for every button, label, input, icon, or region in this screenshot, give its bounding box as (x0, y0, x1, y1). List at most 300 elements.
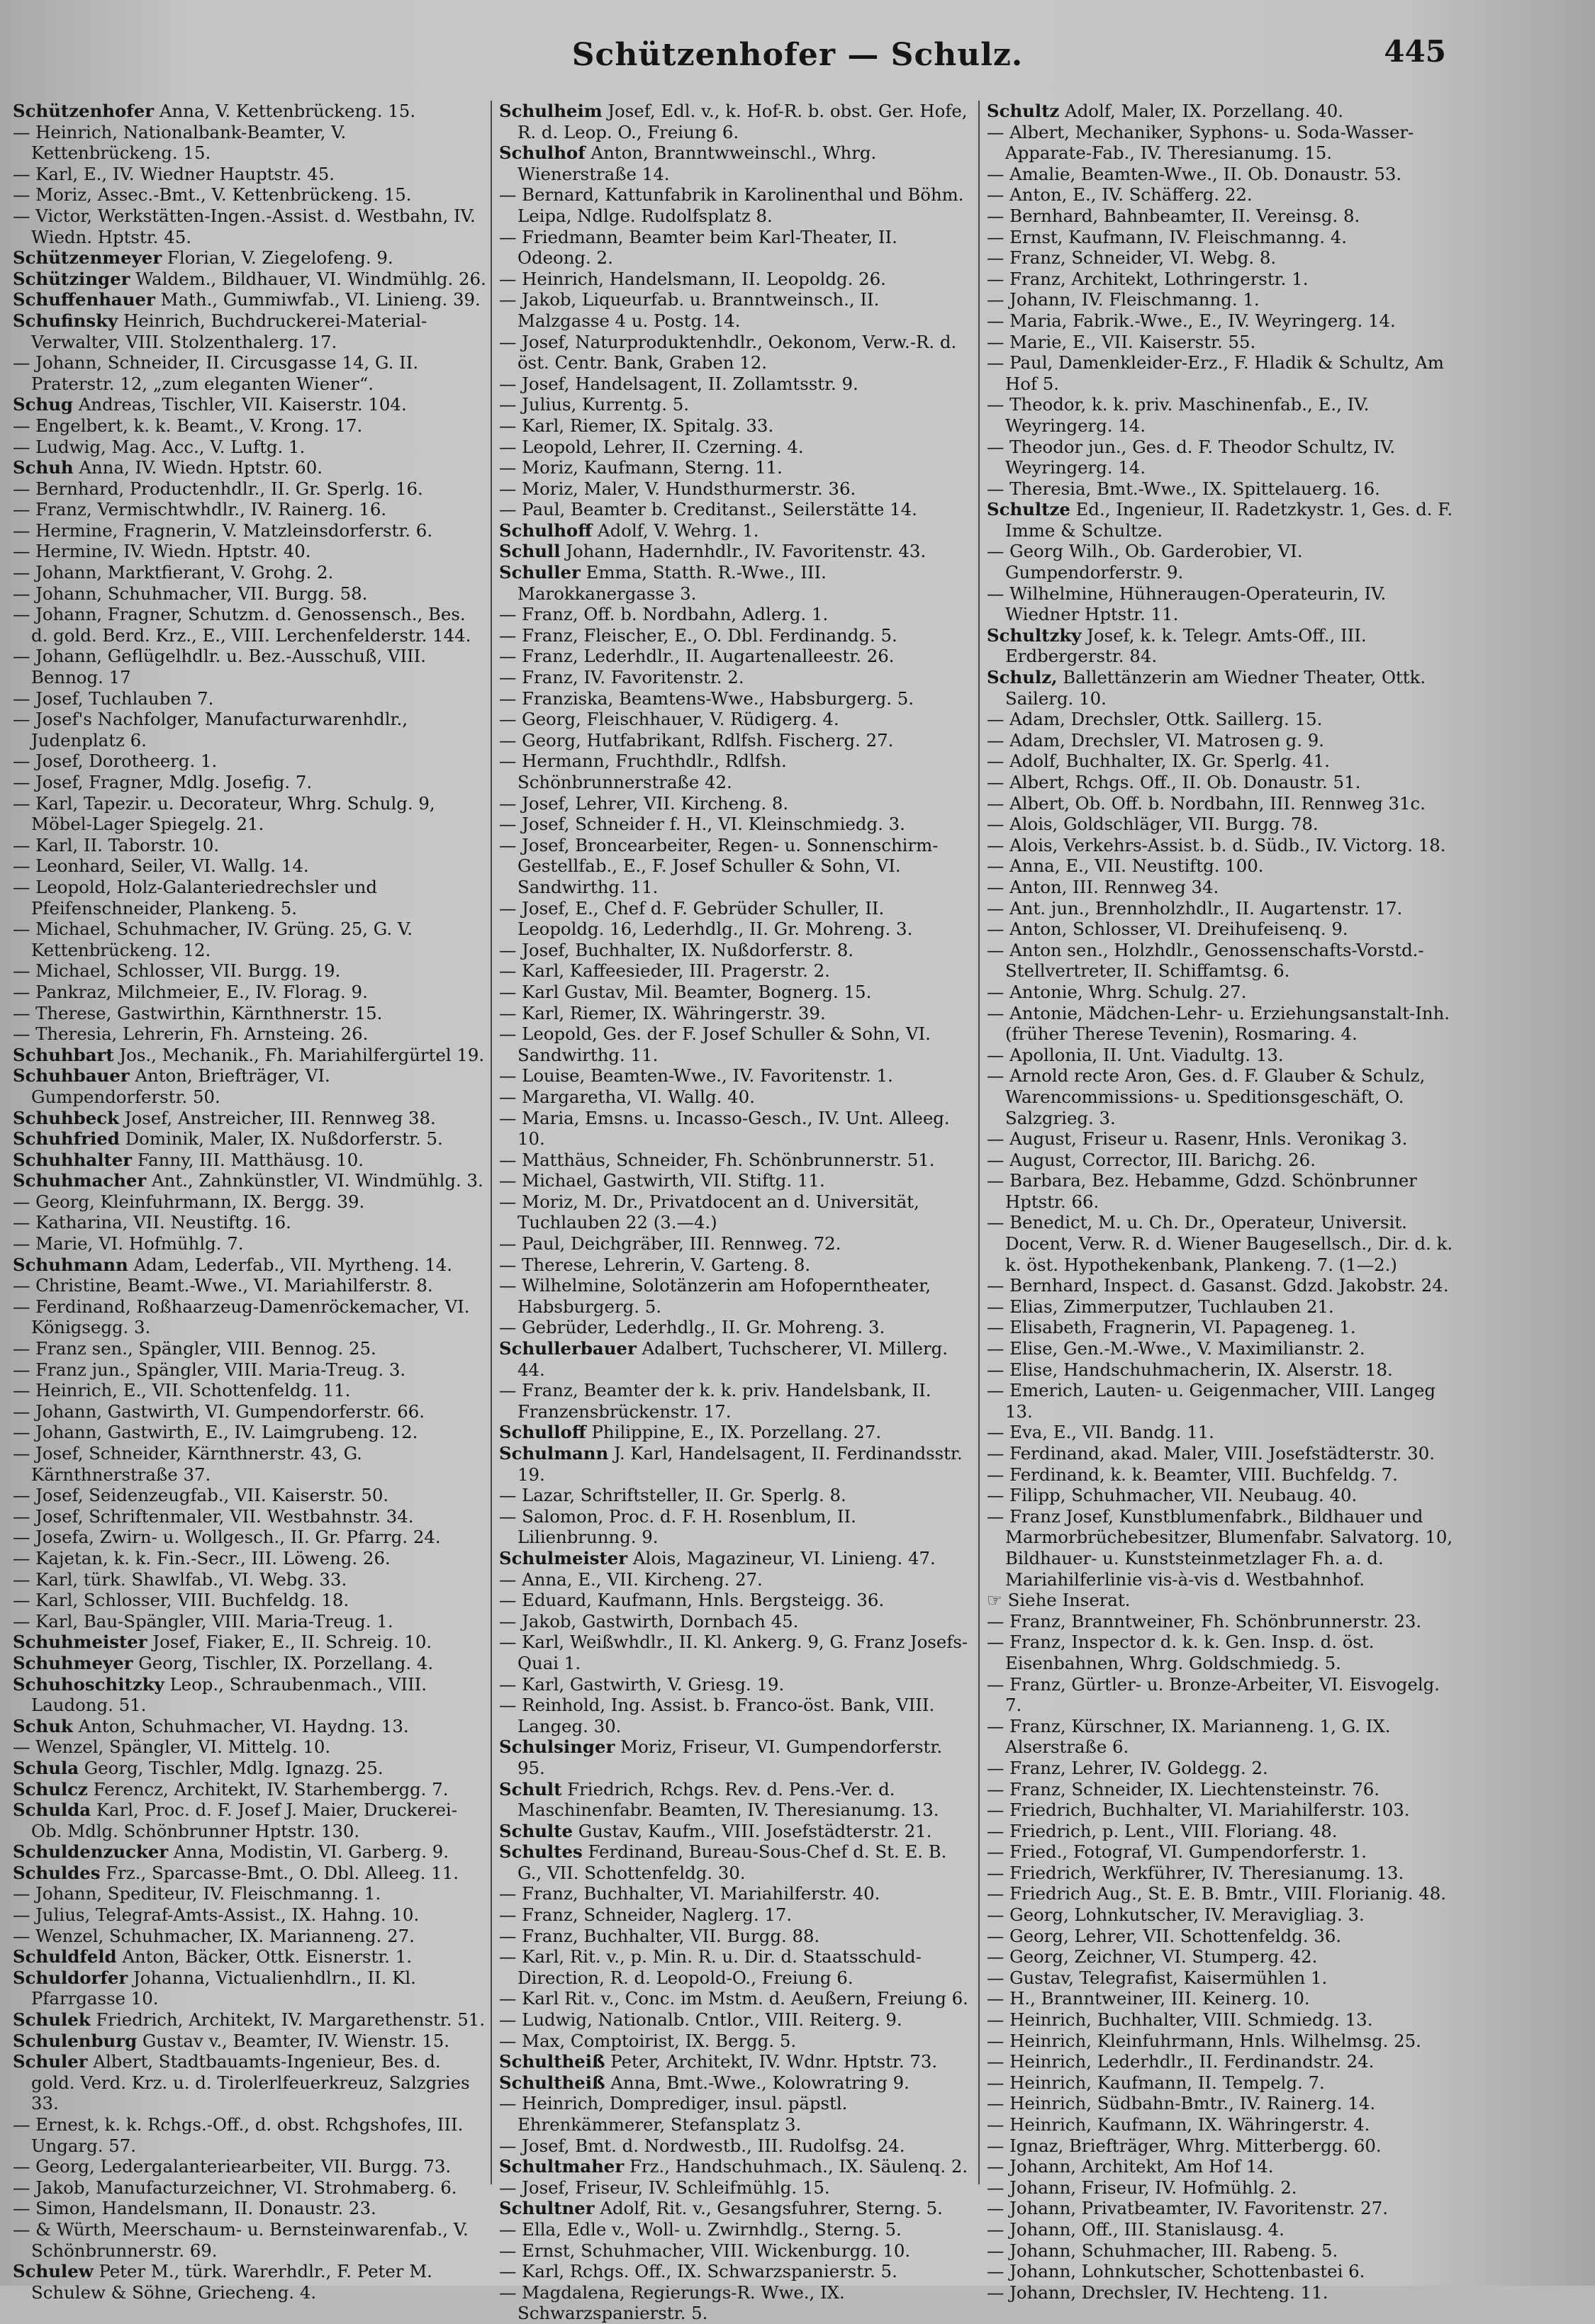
directory-entry: — Heinrich, E., VII. Schottenfeldg. 11. (13, 1380, 351, 1401)
entry-surname: Schultheiß (499, 2051, 605, 2072)
entry-surname: Schultz (987, 101, 1060, 121)
directory-entry: — Paul, Damenkleider-Erz., F. Hladik & Schultz, Am Hof 5. (987, 352, 1444, 394)
directory-entry: — Ludwig, Mag. Acc., V. Luftg. 1. (13, 436, 306, 457)
directory-entry: — Franz, Inspector d. k. k. Gen. Insp. d. öst. Eisenbahnen, Whrg. Goldschmiedg. 5. (987, 1632, 1375, 1673)
directory-entry: — Margaretha, VI. Wallg. 40. (499, 1086, 755, 1107)
directory-entry: — Christine, Beamt.-Wwe., VI. Mariahilferstr. 8. (13, 1275, 433, 1296)
directory-entry: — August, Friseur u. Rasenr, Hnls. Veronikag 3. (987, 1128, 1408, 1150)
directory-entry: — Maria, Emsns. u. Incasso-Gesch., IV. Unt. Alleeg. 10. (499, 1107, 950, 1150)
entry-surname: Schulheim (499, 101, 603, 121)
directory-entry: — Franz, Buchhalter, VI. Mariahilferstr. 40. (499, 1883, 880, 1904)
directory-entry: — Michael, Gastwirth, VII. Stiftg. 11. (499, 1170, 825, 1191)
directory-entry: — Josefa, Zwirn- u. Wollgesch., II. Gr. Pfarrg. 24. (13, 1527, 441, 1548)
directory-entry: — Elisabeth, Fragnerin, VI. Papageneg. 1. (987, 1317, 1356, 1338)
directory-entry: — Filipp, Schuhmacher, VII. Neubaug. 40. (987, 1485, 1358, 1506)
directory-entry: — Theodor jun., Ges. d. F. Theodor Schultz, IV. Weyringerg. 14. (987, 436, 1396, 478)
directory-entry: — Heinrich, Buchhalter, VIII. Schmiedg. 13. (987, 2009, 1373, 2031)
entry-surname: Schultner (499, 2198, 595, 2219)
directory-entry: — Wenzel, Schuhmacher, IX. Marianneng. 27. (13, 1925, 415, 1946)
entry-surname: Schug (13, 394, 73, 415)
entry-surname: Schulte (499, 1820, 573, 1841)
directory-entry: — Leopold, Ges. der F. Josef Schuller & Sohn, VI. Sandwirthg. 11. (499, 1023, 931, 1065)
entry-surname: Schuhoschitzky (13, 1673, 164, 1695)
directory-entry: Schuhmann Adam, Lederfab., VII. Myrtheng. 14. (13, 1254, 453, 1275)
directory-entry: — Julius, Kurrentg. 5. (499, 394, 690, 415)
directory-entry: — Josef, Bmt. d. Nordwestb., III. Rudolfsg. 24. (499, 2135, 905, 2156)
directory-entry: Schulek Friedrich, Architekt, IV. Margarethenstr. 51. (13, 2009, 486, 2031)
directory-entry: — Johann, Spediteur, IV. Fleischmanng. 1. (13, 1883, 381, 1904)
directory-entry: — Amalie, Beamten-Wwe., II. Ob. Donaustr. 53. (987, 163, 1402, 184)
entry-surname: Schultze (987, 499, 1070, 520)
directory-entry: Schulhoff Adolf, V. Wehrg. 1. (499, 520, 759, 541)
directory-entry: — Ernst, Kaufmann, IV. Fleischmanng. 4. (987, 226, 1348, 247)
directory-entry: Schug Andreas, Tischler, VII. Kaiserstr. 104. (13, 394, 407, 415)
directory-entry: — Heinrich, Kaufmann, IX. Währingerstr. 4. (987, 2114, 1370, 2135)
directory-entry: — Moriz, Kaufmann, Sterng. 11. (499, 457, 783, 478)
directory-entry: Schuhmeyer Georg, Tischler, IX. Porzellang. 4. (13, 1652, 434, 1673)
directory-entry: — Ignaz, Briefträger, Whrg. Mitterbergg. 60. (987, 2135, 1382, 2156)
directory-entry: — Karl, Tapezir. u. Decorateur, Whrg. Schulg. 9, Möbel-Lager Spiegelg. 21. (13, 792, 435, 835)
directory-entry: Schuhmacher Ant., Zahnkünstler, VI. Windmühlg. 3. (13, 1170, 483, 1191)
directory-entry: — Heinrich, Kaufmann, II. Tempelg. 7. (987, 2072, 1325, 2093)
directory-entry: — Moriz, Maler, V. Hundsthurmerstr. 36. (499, 478, 856, 499)
directory-entry: — Therese, Gastwirthin, Kärnthnerstr. 15. (13, 1002, 383, 1023)
directory-entry: — Franz, Gürtler- u. Bronze-Arbeiter, VI. Eisvogelg. 7. (987, 1673, 1440, 1716)
directory-entry: — Josef, Friseur, IV. Schleifmühlg. 15. (499, 2177, 830, 2198)
directory-entry: — Franz sen., Spängler, VIII. Bennog. 25. (13, 1338, 376, 1359)
directory-entry: — Karl, Riemer, IX. Währingerstr. 39. (499, 1002, 826, 1023)
directory-entry: — Elise, Gen.-M.-Wwe., V. Maximilianstr. 2. (987, 1338, 1365, 1359)
directory-entry: — Heinrich, Domprediger, insul. päpstl. Ehrenkämmerer, Stefansplatz 3. (499, 2093, 848, 2135)
directory-entry: — Antonie, Whrg. Schulg. 27. (987, 981, 1247, 1002)
directory-entry: Schuldorfer Johanna, Victualienhdlrn., II. Kl. Pfarrgasse 10. (13, 1967, 416, 2009)
directory-entry: Schulte Gustav, Kaufm., VIII. Josefstädterstr. 21. (499, 1820, 932, 1841)
entry-surname: Schuk (13, 1715, 73, 1736)
directory-entry: Schultmaher Frz., Handschuhmach., IX. Säulenq. 2. (499, 2156, 968, 2177)
directory-entry: — Fried., Fotograf, VI. Gumpendorferstr. 1. (987, 1841, 1367, 1863)
directory-entry: — Eduard, Kaufmann, Hnls. Bergsteigg. 36. (499, 1590, 885, 1611)
directory-entry: Schulz, Ballettänzerin am Wiedner Theater, Ottk. Sailerg. 10. (987, 667, 1426, 709)
directory-entry: — Eva, E., VII. Bandg. 11. (987, 1422, 1214, 1443)
directory-entry: — Josef, Fragner, Mdlg. Josefig. 7. (13, 772, 313, 792)
directory-column-1 (13, 101, 486, 2303)
entry-surname: Schulew (13, 2261, 94, 2282)
directory-entry: — Georg, Hutfabrikant, Rdlfsh. Fischerg. 27. (499, 729, 894, 751)
entry-surname: Schuldes (13, 1862, 101, 1883)
directory-entry: — Karl, II. Taborstr. 10. (13, 834, 220, 855)
running-title: Schützenhofer — Schulz. (571, 37, 1024, 73)
directory-entry: — Karl, E., IV. Wiedner Hauptstr. 45. (13, 163, 335, 184)
directory-entry: Schuhbart Jos., Mechanik., Fh. Mariahilfergürtel 19. (13, 1044, 485, 1065)
directory-entry: Schuhbauer Anton, Briefträger, VI. Gumpendorferstr. 50. (13, 1065, 330, 1107)
directory-entry: — Michael, Schuhmacher, IV. Grüng. 25, G. V. Kettenbrückeng. 12. (13, 919, 413, 960)
directory-entry: — Franz, Schneider, Naglerg. 17. (499, 1904, 793, 1926)
entry-surname: Schulhof (499, 142, 586, 164)
directory-entry: — Johann, Lohnkutscher, Schottenbastei 6. (987, 2261, 1365, 2282)
directory-entry: — Karl Gustav, Mil. Beamter, Bognerg. 15. (499, 981, 872, 1002)
directory-entry: — Elias, Zimmerputzer, Tuchlauben 21. (987, 1296, 1334, 1317)
directory-entry: Schuhfried Dominik, Maler, IX. Nußdorferstr. 5. (13, 1128, 443, 1150)
entry-surname: Schuh (13, 457, 74, 478)
entry-surname: Schuhmann (13, 1254, 128, 1275)
directory-entry: Schultz Adolf, Maler, IX. Porzellang. 40. (987, 101, 1344, 121)
directory-entry: — Barbara, Bez. Hebamme, Gdzd. Schönbrunner Hptstr. 66. (987, 1170, 1417, 1212)
directory-entry: — Johann, IV. Fleischmanng. 1. (987, 289, 1260, 310)
directory-entry: — Georg, Lohnkutscher, IV. Meravigliag. 3. (987, 1904, 1365, 1926)
directory-entry: — Karl, türk. Shawlfab., VI. Webg. 33. (13, 1568, 347, 1590)
directory-entry: — Josef, Schneider, Kärnthnerstr. 43, G. Kärnthnerstraße 37. (13, 1443, 362, 1485)
entry-surname: Schultmaher (499, 2156, 625, 2177)
directory-entry: — Johann, Gastwirth, VI. Gumpendorferstr. 66. (13, 1400, 425, 1422)
directory-entry: — Heinrich, Handelsmann, II. Leopoldg. 26. (499, 268, 886, 289)
directory-entry: — Johann, Schneider, II. Circusgasse 14, G. II. Praterstr. 12, „zum eleganten Wiener“. (13, 352, 419, 394)
directory-entry: — Ferdinand, k. k. Beamter, VIII. Buchfeldg. 7. (987, 1464, 1398, 1485)
entry-surname: Schulhoff (499, 520, 593, 541)
directory-entry: — Anton, E., IV. Schäfferg. 22. (987, 184, 1253, 206)
directory-entry: — Arnold recte Aron, Ges. d. F. Glauber & Schulz, Warencommissions- u. Speditionsgeschäft, O. Salzgrieg. 3. (987, 1065, 1426, 1128)
entry-surname: Schuhbart (13, 1044, 114, 1065)
directory-entry: — Matthäus, Schneider, Fh. Schönbrunnerstr. 51. (499, 1149, 935, 1170)
directory-entry: — Alois, Goldschläger, VII. Burgg. 78. (987, 814, 1319, 835)
directory-entry: — Marie, E., VII. Kaiserstr. 55. (987, 331, 1256, 352)
directory-entry: — Heinrich, Nationalbank-Beamter, V. Kettenbrückeng. 15. (13, 121, 347, 164)
directory-entry: — Ella, Edle v., Woll- u. Zwirnhdlg., Sterng. 5. (499, 2218, 902, 2240)
directory-entry: — Georg, Fleischhauer, V. Rüdigerg. 4. (499, 709, 839, 730)
directory-entry: — Katharina, VII. Neustiftg. 16. (13, 1212, 291, 1233)
directory-entry: — Jakob, Liqueurfab. u. Branntweinsch., II. Malzgasse 4 u. Postg. 14. (499, 289, 880, 331)
directory-entry: — Therese, Lehrerin, V. Garteng. 8. (499, 1254, 811, 1275)
entry-surname: Schuhhalter (13, 1149, 133, 1170)
directory-entry: Schuffenhauer Math., Gummiwfab., VI. Linieng. 39. (13, 289, 481, 310)
entry-surname: Schultzky (987, 624, 1082, 646)
directory-entry: — Karl, Riemer, IX. Spitalg. 33. (499, 415, 774, 436)
directory-entry: — Franz, Lederhdlr., II. Augartenalleestr. 26. (499, 646, 895, 667)
entry-surname: Schuhbauer (13, 1065, 130, 1087)
directory-entry: — Josef, Seidenzeugfab., VII. Kaiserstr. 50. (13, 1485, 389, 1506)
directory-entry: — Johann, Privatbeamter, IV. Favoritenstr. 27. (987, 2198, 1388, 2219)
entry-surname: Schuldenzucker (13, 1841, 169, 1863)
directory-entry: — Jakob, Manufacturzeichner, VI. Strohmaberg. 6. (13, 2177, 457, 2198)
directory-entry: Schufinsky Heinrich, Buchdruckerei-Material-Verwalter, VIII. Stolzenthalerg. 17. (13, 310, 427, 352)
entry-surname: Schulz, (987, 667, 1058, 688)
directory-entry: — Johann, Schuhmacher, III. Rabeng. 5. (987, 2240, 1338, 2261)
directory-entry: Schuhbeck Josef, Anstreicher, III. Rennweg 38. (13, 1107, 436, 1128)
entry-surname: Schult (499, 1778, 562, 1800)
entry-surname: Schulda (13, 1800, 91, 1821)
entry-surname: Schulcz (13, 1778, 88, 1800)
entry-surname: Schulenburg (13, 2030, 138, 2051)
directory-entry: — Karl, Bau-Spängler, VIII. Maria-Treug. 1. (13, 1610, 393, 1632)
directory-entry: — Georg, Ledergalanteriearbeiter, VII. Burgg. 73. (13, 2156, 452, 2177)
directory-entry: — Johann, Drechsler, IV. Hechteng. 11. (987, 2281, 1328, 2303)
entry-surname: Schulsinger (499, 1736, 615, 1758)
directory-entry: — Friedmann, Beamter beim Karl-Theater, II. Odeong. 2. (499, 226, 897, 269)
directory-entry: Schultzky Josef, k. k. Telegr. Amts-Off., III. Erdbergerstr. 84. (987, 624, 1367, 667)
entry-surname: Schultes (499, 1841, 583, 1863)
column-divider (491, 101, 492, 2184)
directory-entry: Schulenburg Gustav v., Beamter, IV. Wienstr. 15. (13, 2030, 450, 2051)
directory-entry: — Friedrich, p. Lent., VIII. Floriang. 48. (987, 1820, 1338, 1841)
entry-surname: Schuller (499, 562, 581, 583)
entry-surname: Schuhmeyer (13, 1652, 133, 1673)
directory-entry: — Franz jun., Spängler, VIII. Maria-Treug. 3. (13, 1359, 406, 1380)
directory-entry: — Bernard, Kattunfabrik in Karolinenthal und Böhm. Leipa, Ndlge. Rudolfsplatz 8. (499, 184, 964, 226)
directory-entry: Schuller Emma, Statth. R.-Wwe., III. Marokkanergasse 3. (499, 562, 827, 604)
directory-entry: — Karl, Kaffeesieder, III. Pragerstr. 2. (499, 960, 830, 982)
directory-entry: — Ferdinand, Roßhaarzeug-Damenröckemacher, VI. Königsegg. 3. (13, 1296, 470, 1338)
directory-entry: — Bernhard, Productenhdlr., II. Gr. Sperlg. 16. (13, 478, 423, 499)
directory-entry: Schuldenzucker Anna, Modistin, VI. Garberg. 9. (13, 1841, 449, 1863)
directory-entry: — Ernest, k. k. Rchgs.-Off., d. obst. Rchgshofes, III. Ungarg. 57. (13, 2114, 464, 2156)
directory-entry: — Karl, Rit. v., p. Min. R. u. Dir. d. Staatsschuld-Direction, R. d. Leopold-O., Freiung 6. (499, 1946, 922, 1988)
directory-entry: — Louise, Beamten-Wwe., IV. Favoritenstr. 1. (499, 1065, 893, 1087)
directory-entry: — Adolf, Buchhalter, IX. Gr. Sperlg. 41. (987, 751, 1330, 772)
directory-entry: — Josef, Buchhalter, IX. Nußdorferstr. 8. (499, 939, 854, 960)
directory-entry: — Anton, III. Rennweg 34. (987, 876, 1219, 897)
directory-entry: — Pankraz, Milchmeier, E., IV. Florag. 9. (13, 981, 368, 1002)
directory-entry: — H., Branntweiner, III. Keinerg. 10. (987, 1988, 1310, 2009)
entry-surname: Schuhfried (13, 1128, 120, 1150)
directory-entry: — Friedrich, Werkführer, IV. Theresianumg. 13. (987, 1862, 1404, 1883)
directory-entry: — Wenzel, Spängler, VI. Mittelg. 10. (13, 1736, 331, 1758)
entry-surname: Schützenhofer (13, 101, 155, 121)
directory-entry: — Apollonia, II. Unt. Viadultg. 13. (987, 1044, 1284, 1065)
directory-entry: Schulew Peter M., türk. Warerhdlr., F. Peter M. Schulew & Söhne, Griecheng. 4. (13, 2261, 432, 2303)
directory-entry: — Hermann, Fruchthdlr., Rdlfsh. Schönbrunnerstraße 42. (499, 751, 787, 792)
directory-entry: — Josef, E., Chef d. F. Gebrüder Schuller, II. Leopoldg. 16, Lederhdlg., II. Gr. Mohreng. 3. (499, 897, 913, 940)
directory-entry: — Marie, VI. Hofmühlg. 7. (13, 1233, 244, 1254)
directory-entry: — Franz, IV. Favoritenstr. 2. (499, 667, 744, 688)
directory-entry: — Maria, Fabrik.-Wwe., E., IV. Weyringerg. 14. (987, 310, 1396, 331)
directory-entry: Schulcz Ferencz, Architekt, IV. Starhembergg. 7. (13, 1778, 449, 1800)
directory-entry: — Adam, Drechsler, VI. Matrosen g. 9. (987, 729, 1325, 751)
directory-entry: — Johann, Fragner, Schutzm. d. Genossensch., Bes. d. gold. Berd. Krz., E., VIII. Lerchenfelderstr. 144. (13, 604, 471, 646)
entry-surname: Schullerbauer (499, 1338, 637, 1359)
directory-entry: Schula Georg, Tischler, Mdlg. Ignazg. 25. (13, 1757, 384, 1778)
directory-entry: ☞ Siehe Inserat. (987, 1590, 1131, 1611)
directory-entry: — Franz, Vermischtwhdlr., IV. Rainerg. 16. (13, 499, 387, 520)
directory-entry: — Heinrich, Lederhdlr., II. Ferdinandstr. 24. (987, 2051, 1375, 2072)
directory-entry: Schützenhofer Anna, V. Kettenbrückeng. 15. (13, 101, 416, 121)
directory-entry: — Heinrich, Kleinfuhrmann, Hnls. Wilhelmsg. 25. (987, 2030, 1421, 2051)
directory-entry: — Anton sen., Holzhdlr., Genossenschafts-Vorstd.-Stellvertreter, II. Schiffamtsg. 6. (987, 939, 1424, 982)
directory-entry: Schullerbauer Adalbert, Tuchscherer, VI. Millerg. 44. (499, 1338, 948, 1380)
directory-entry: Schulda Karl, Proc. d. F. Josef J. Maier, Druckerei-Ob. Mdlg. Schönbrunner Hptstr. 130. (13, 1800, 457, 1841)
directory-entry: — Anna, E., VII. Kircheng. 27. (499, 1568, 763, 1590)
entry-surname: Schuffenhauer (13, 289, 155, 310)
entry-surname: Schultheiß (499, 2072, 605, 2093)
directory-entry: Schultheiß Anna, Bmt.-Wwe., Kolowratring 9. (499, 2072, 910, 2093)
directory-entry: — Johann, Architekt, Am Hof 14. (987, 2156, 1274, 2177)
directory-entry: — Wilhelmine, Solotänzerin am Hofoperntheater, Habsburgerg. 5. (499, 1275, 931, 1317)
directory-column-3 (987, 101, 1460, 2303)
directory-entry: — Theodor, k. k. priv. Maschinenfab., E., IV. Weyringerg. 14. (987, 394, 1370, 436)
directory-entry: — Anton, Schlosser, VI. Dreihufeisenq. 9. (987, 919, 1348, 940)
directory-entry: — Georg, Lehrer, VII. Schottenfeldg. 36. (987, 1925, 1342, 1946)
directory-entry: Schuler Albert, Stadtbauamts-Ingenieur, Bes. d. gold. Verd. Krz. u. d. Tirolerlfeuerkreuz, Salzgries 33. (13, 2051, 470, 2114)
directory-entry: — & Würth, Meerschaum- u. Bernsteinwarenfab., V. Schönbrunnerstr. 69. (13, 2218, 469, 2261)
directory-entry: — Georg, Kleinfuhrmann, IX. Bergg. 39. (13, 1191, 365, 1212)
directory-entry: — Antonie, Mädchen-Lehr- u. Erziehungsanstalt-Inh. (früher Therese Tevenin), Rosmaring. 4. (987, 1002, 1450, 1045)
directory-entry: — Franz Josef, Kunstblumenfabrk., Bildhauer und Marmorbrüchebesitzer, Blumenfabr. Salvatorg. 10, Bildhauer- u. Kunststeinmetzlager Fh. a. d. Mariahilferlinie vis-à-vis d. Westbahnhof. (987, 1505, 1453, 1590)
page-header (0, 0, 1595, 85)
directory-column-2 (499, 101, 973, 2324)
directory-entry: — Gustav, Telegrafist, Kaisermühlen 1. (987, 1967, 1328, 1988)
directory-entry: Schulmann J. Karl, Handelsagent, II. Ferdinandsstr. 19. (499, 1443, 963, 1485)
directory-entry: — Leonhard, Seiler, VI. Wallg. 14. (13, 855, 309, 877)
directory-entry: — Georg, Zeichner, VI. Stumperg. 42. (987, 1946, 1318, 1967)
directory-entry: — Reinhold, Ing. Assist. b. Franco-öst. Bank, VIII. Langeg. 30. (499, 1695, 935, 1736)
directory-entry: — Paul, Deichgräber, III. Rennweg. 72. (499, 1233, 841, 1254)
directory-entry: — Franz, Branntweiner, Fh. Schönbrunnerstr. 23. (987, 1610, 1422, 1632)
directory-entry: — Victor, Werkstätten-Ingen.-Assist. d. Westbahn, IV. Wiedn. Hptstr. 45. (13, 205, 476, 247)
directory-entry: — Leopold, Lehrer, II. Czerning. 4. (499, 436, 804, 457)
directory-entry: Schull Johann, Hadernhdlr., IV. Favoritenstr. 43. (499, 541, 927, 562)
directory-entry: — Moriz, Assec.-Bmt., V. Kettenbrückeng. 15. (13, 184, 412, 206)
directory-entry: Schuhmeister Josef, Fiaker, E., II. Schreig. 10. (13, 1632, 432, 1653)
directory-entry: — Friedrich Aug., St. E. B. Bmtr., VIII. Florianig. 48. (987, 1883, 1447, 1904)
directory-entry: — Johann, Gastwirth, E., IV. Laimgrubeng. 12. (13, 1422, 418, 1443)
entry-surname: Schufinsky (13, 310, 118, 331)
entry-surname: Schuldorfer (13, 1967, 128, 1988)
directory-entry: — Karl, Gastwirth, V. Griesg. 19. (499, 1673, 785, 1695)
directory-entry: — Karl, Weißwhdlr., II. Kl. Ankerg. 9, G. Franz Josefs-Quai 1. (499, 1632, 968, 1673)
directory-entry: — Franz, Architekt, Lothringerstr. 1. (987, 268, 1309, 289)
directory-entry: — Albert, Ob. Off. b. Nordbahn, III. Rennweg 31c. (987, 792, 1426, 814)
directory-entry: — Paul, Beamter b. Creditanst., Seilerstätte 14. (499, 499, 917, 520)
directory-entry: — Salomon, Proc. d. F. H. Rosenblum, II. Lilienbrunng. 9. (499, 1505, 856, 1548)
directory-entry: Schultner Adolf, Rit. v., Gesangsfuhrer, Sterng. 5. (499, 2198, 943, 2219)
entry-surname: Schulloff (499, 1422, 586, 1443)
directory-entry: — Franz, Lehrer, IV. Goldegg. 2. (987, 1757, 1268, 1778)
directory-entry: — Jakob, Gastwirth, Dornbach 45. (499, 1610, 799, 1632)
directory-entry: Schuhoschitzky Leop., Schraubenmach., VIII. Laudong. 51. (13, 1673, 427, 1716)
directory-entry: — Albert, Rchgs. Off., II. Ob. Donaustr. 51. (987, 772, 1361, 792)
directory-entry: — Adam, Drechsler, Ottk. Saillerg. 15. (987, 709, 1323, 730)
directory-entry: — Emerich, Lauten- u. Geigenmacher, VIII. Langeg 13. (987, 1380, 1436, 1422)
directory-entry: Schuhhalter Fanny, III. Matthäusg. 10. (13, 1149, 364, 1170)
directory-entry: — Alois, Verkehrs-Assist. b. d. Südb., IV. Victorg. 18. (987, 834, 1446, 855)
entry-surname: Schützinger (13, 268, 130, 289)
directory-entry: Schulmeister Alois, Magazineur, VI. Linieng. 47. (499, 1547, 936, 1568)
directory-entry: — Friedrich, Buchhalter, VI. Mariahilferstr. 103. (987, 1800, 1410, 1821)
directory-entry: — Heinrich, Südbahn-Bmtr., IV. Rainerg. 14. (987, 2093, 1376, 2114)
directory-entry: — Karl Rit. v., Conc. im Mstm. d. Aeußern, Freiung 6. (499, 1988, 968, 2009)
entry-surname: Schützenmeyer (13, 247, 162, 269)
entry-surname: Schula (13, 1757, 79, 1778)
directory-entry: — Ant. jun., Brennholzhdlr., II. Augartenstr. 17. (987, 897, 1403, 919)
directory-entry: — Bernhard, Inspect. d. Gasanst. Gdzd. Jakobstr. 24. (987, 1275, 1449, 1296)
directory-entry: — Michael, Schlosser, VII. Burgg. 19. (13, 960, 341, 982)
directory-entry: — Josef, Tuchlauben 7. (13, 687, 214, 709)
directory-entry: — Josef, Naturproduktenhdlr., Oekonom, Verw.-R. d. öst. Centr. Bank, Graben 12. (499, 331, 957, 374)
entry-surname: Schuhmacher (13, 1170, 147, 1191)
directory-entry: — Josef, Schneider f. H., VI. Kleinschmiedg. 3. (499, 814, 905, 835)
directory-entry: — Bernhard, Bahnbeamter, II. Vereinsg. 8. (987, 205, 1360, 226)
directory-entry: — Moriz, M. Dr., Privatdocent an d. Universität, Tuchlauben 22 (3.—4.) (499, 1191, 919, 1233)
directory-entry: — Elise, Handschuhmacherin, IX. Alserstr. 18. (987, 1359, 1393, 1380)
directory-entry: Schultze Ed., Ingenieur, II. Radetzkystr. 1, Ges. d. F. Imme & Schultze. (987, 499, 1453, 541)
directory-entry: — Franz, Beamter der k. k. priv. Handelsbank, II. Franzensbrückenstr. 17. (499, 1380, 931, 1422)
column-divider (978, 101, 980, 2184)
directory-entry: — Josef, Lehrer, VII. Kircheng. 8. (499, 792, 789, 814)
directory-entry: — Josef, Handelsagent, II. Zollamtsstr. 9. (499, 373, 858, 394)
directory-entry: — Leopold, Holz-Galanteriedrechsler und Pfeifenschneider, Plankeng. 5. (13, 876, 378, 919)
directory-entry: — Engelbert, k. k. Beamt., V. Krong. 17. (13, 415, 363, 436)
directory-entry: Schult Friedrich, Rchgs. Rev. d. Pens.-Ver. d. Maschinenfabr. Beamten, IV. Theresianumg. 13. (499, 1778, 939, 1821)
directory-entry: — Wilhelmine, Hühneraugen-Operateurin, IV. Wiedner Hptstr. 11. (987, 583, 1387, 625)
directory-entry: Schützinger Waldem., Bildhauer, VI. Windmühlg. 26. (13, 268, 486, 289)
directory-entry: — Johann, Friseur, IV. Hofmühlg. 2. (987, 2177, 1297, 2198)
directory-entry: Schuh Anna, IV. Wiedn. Hptstr. 60. (13, 457, 323, 478)
directory-entry: — Karl, Schlosser, VIII. Buchfeldg. 18. (13, 1590, 349, 1611)
directory-entry: — Franz, Schneider, VI. Webg. 8. (987, 247, 1277, 269)
directory-entry: — Albert, Mechaniker, Syphons- u. Soda-Wasser-Apparate-Fab., IV. Theresianumg. 15. (987, 121, 1414, 164)
directory-entry: — Benedict, M. u. Ch. Dr., Operateur, Universit. Docent, Verw. R. d. Wiener Baugesellsch., Dir. d. k. k. öst. Hypothekenbank, Plankeng. 7. (1—2.) (987, 1212, 1453, 1275)
directory-entry: — Josef, Dorotheerg. 1. (13, 751, 218, 772)
entry-surname: Schuhbeck (13, 1107, 119, 1128)
directory-entry: — Gebrüder, Lederhdlg., II. Gr. Mohreng. 3. (499, 1317, 885, 1338)
directory-entry: — Hermine, IV. Wiedn. Hptstr. 40. (13, 541, 311, 562)
entry-surname: Schuler (13, 2051, 88, 2072)
directory-entry: Schulhof Anton, Branntwweinschl., Whrg. Wienerstraße 14. (499, 142, 877, 184)
directory-entry: — Franziska, Beamtens-Wwe., Habsburgerg. 5. (499, 687, 914, 709)
directory-entry: — Ludwig, Nationalb. Cntlor., VIII. Reiterg. 9. (499, 2009, 902, 2031)
directory-entry: — Johann, Marktfierant, V. Grohg. 2. (13, 562, 334, 583)
directory-entry: — Julius, Telegraf-Amts-Assist., IX. Hahng. 10. (13, 1904, 420, 1926)
directory-entry: Schuldes Frz., Sparcasse-Bmt., O. Dbl. Alleeg. 11. (13, 1862, 459, 1883)
directory-entry: Schützenmeyer Florian, V. Ziegelofeng. 9. (13, 247, 393, 269)
directory-entry: — Theresia, Lehrerin, Fh. Arnsteing. 26. (13, 1023, 369, 1045)
directory-entry: — Magdalena, Regierungs-R. Wwe., IX. Schwarzspanierstr. 5. (499, 2281, 845, 2324)
directory-entry: — Josef's Nachfolger, Manufacturwarenhdlr., Judenplatz 6. (13, 709, 408, 751)
directory-entry: — Karl, Rchgs. Off., IX. Schwarzspanierstr. 5. (499, 2261, 897, 2282)
directory-entry: — Josef, Schriftenmaler, VII. Westbahnstr. 34. (13, 1505, 414, 1527)
directory-entry: — Johann, Off., III. Stanislausg. 4. (987, 2218, 1285, 2240)
directory-entry: Schulsinger Moriz, Friseur, VI. Gumpendorferstr. 95. (499, 1736, 943, 1778)
directory-entry: — Lazar, Schriftsteller, II. Gr. Sperlg. 8. (499, 1485, 846, 1506)
entry-surname: Schull (499, 541, 561, 562)
directory-entry: Schuk Anton, Schuhmacher, VI. Haydng. 13. (13, 1715, 409, 1736)
directory-entry: — Johann, Geflügelhdlr. u. Bez.-Ausschuß, VIII. Bennog. 17 (13, 646, 427, 688)
directory-entry: — Franz, Kürschner, IX. Marianneng. 1, G. IX. Alserstraße 6. (987, 1715, 1391, 1758)
directory-entry: Schultes Ferdinand, Bureau-Sous-Chef d. St. E. B. G., VII. Schottenfeldg. 30. (499, 1841, 947, 1883)
entry-surname: Schuldfeld (13, 1946, 117, 1967)
directory-entry: — Johann, Schuhmacher, VII. Burgg. 58. (13, 583, 368, 604)
entry-surname: Schulmann (499, 1443, 609, 1464)
directory-entry: Schultheiß Peter, Architekt, IV. Wdnr. Hptstr. 73. (499, 2051, 938, 2072)
directory-entry: Schulloff Philippine, E., IX. Porzellang. 27. (499, 1422, 882, 1443)
directory-entry: — Ernst, Schuhmacher, VIII. Wickenburgg. 10. (499, 2240, 911, 2261)
directory-entry: — Josef, Broncearbeiter, Regen- u. Sonnenschirm-Gestellfab., E., F. Josef Schuller & Sohn, VI. Sandwirthg. 11. (499, 834, 939, 897)
entry-surname: Schulek (13, 2009, 91, 2031)
directory-entry: — Hermine, Fragnerin, V. Matzleinsdorferstr. 6. (13, 520, 433, 541)
directory-entry: — Max, Comptoirist, IX. Bergg. 5. (499, 2030, 797, 2051)
directory-entry: — Franz, Off. b. Nordbahn, Adlerg. 1. (499, 604, 829, 625)
directory-entry: — August, Corrector, III. Barichg. 26. (987, 1149, 1316, 1170)
directory-entry: — Ferdinand, akad. Maler, VIII. Josefstädterstr. 30. (987, 1443, 1435, 1464)
directory-entry: — Franz, Schneider, IX. Liechtensteinstr. 76. (987, 1778, 1379, 1800)
entry-surname: Schuhmeister (13, 1632, 147, 1653)
directory-entry: — Theresia, Bmt.-Wwe., IX. Spittelauerg. 16. (987, 478, 1380, 499)
directory-entry: — Anna, E., VII. Neustiftg. 100. (987, 855, 1264, 877)
page-number: 445 (1384, 34, 1446, 69)
directory-entry: — Simon, Handelsmann, II. Donaustr. 23. (13, 2198, 376, 2219)
entry-surname: Schulmeister (499, 1547, 628, 1568)
directory-entry: — Georg Wilh., Ob. Garderobier, VI. Gumpendorferstr. 9. (987, 541, 1303, 583)
directory-entry: Schulheim Josef, Edl. v., k. Hof-R. b. obst. Ger. Hofe, R. d. Leop. O., Freiung 6. (499, 101, 968, 142)
directory-entry: — Franz, Fleischer, E., O. Dbl. Ferdinandg. 5. (499, 624, 897, 646)
